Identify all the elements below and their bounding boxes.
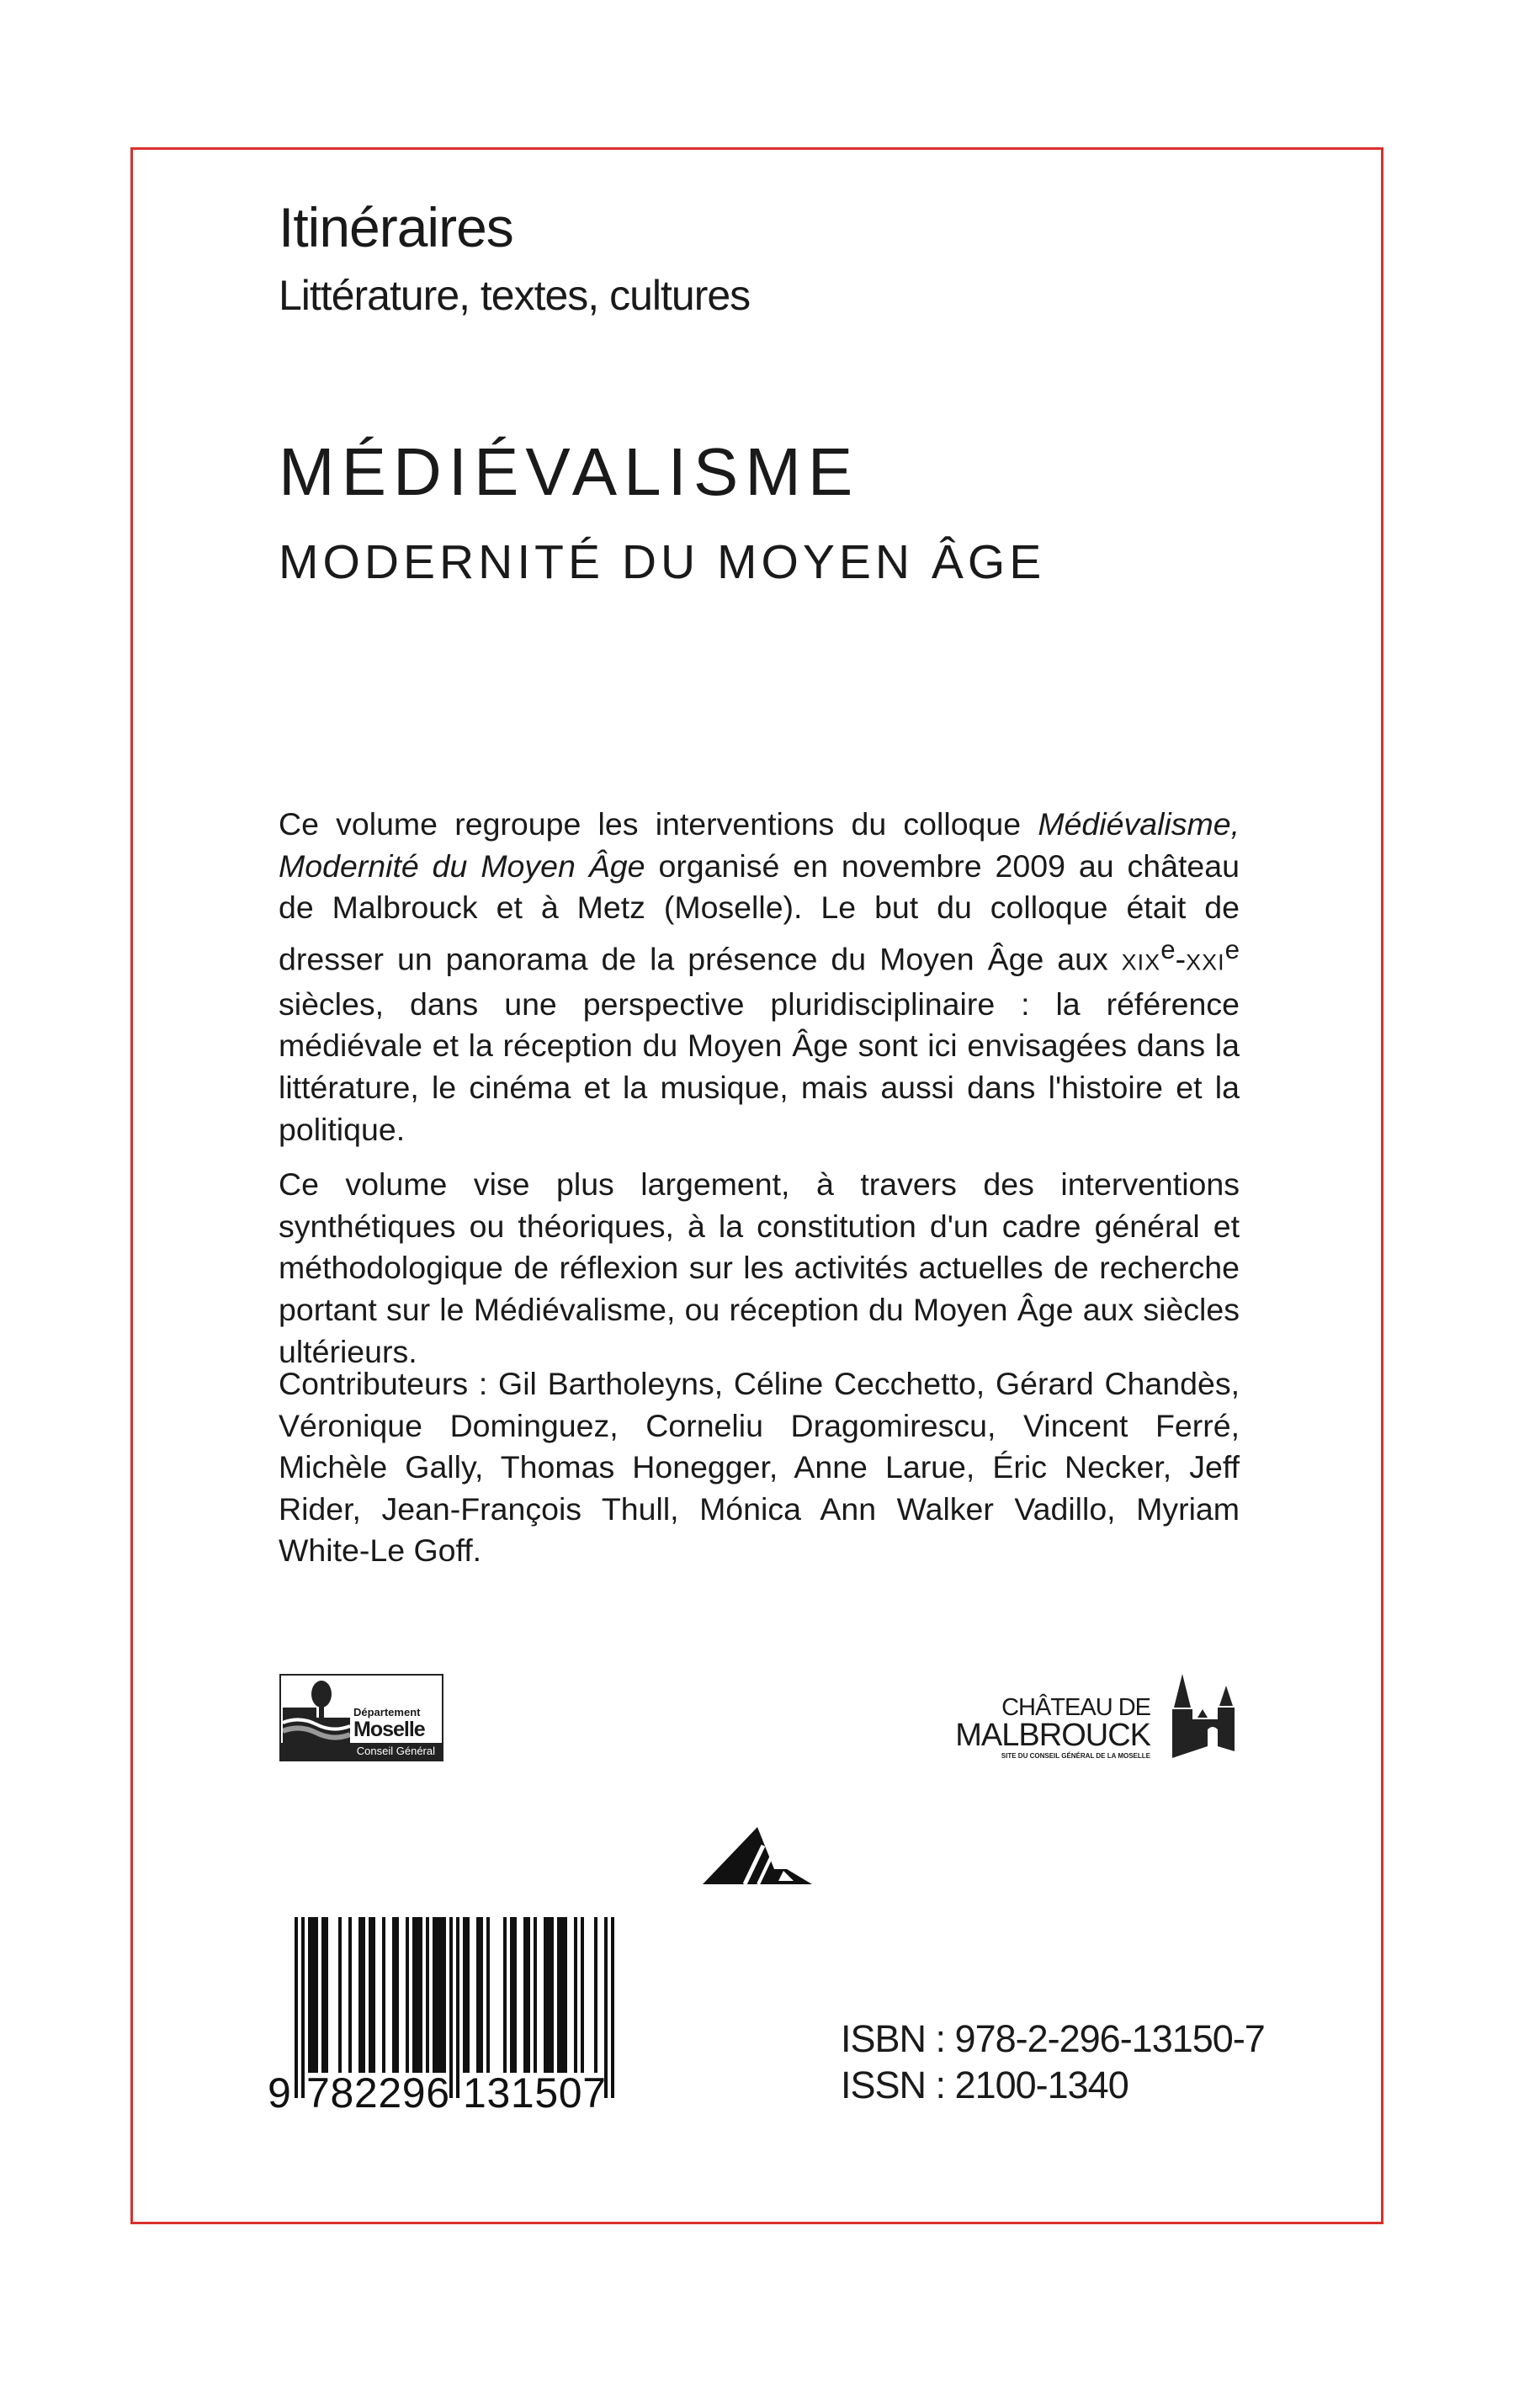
barcode-bar [544,1917,547,2073]
barcode-bar [321,1917,325,2073]
barcode [268,1917,655,2111]
castle-icon [1157,1674,1241,1758]
barcode-bar [419,1917,422,2073]
barcode-bar [412,1917,416,2073]
barcode-bar [426,1917,429,2073]
barcode-bar [443,1917,446,2073]
barcode-bar [574,1917,577,2073]
barcode-bar [510,1917,513,2073]
barcode-bar [301,1917,305,2098]
barcode-bar [564,1917,567,2073]
chateau-malbrouck-logo [955,1674,1241,1760]
text: siècles, dans une perspective pluridisciplinaire : la référence médiévale et la réception du Moyen Âge sont ici envisagées dans la littérature, le cinéma et la musique, mais aussi dans l'histoire et la politique. [279,985,1240,1147]
barcode-digits: 782296 [306,2069,449,2111]
barcode-bar [325,1917,328,2073]
barcode-bar [550,1917,554,2073]
barcode-bar [436,1917,439,2073]
barcode-bar [348,1917,352,2073]
isbn: ISBN : 978-2-296-13150-7 [841,2017,1265,2060]
sup: e [1160,934,1176,964]
barcode-bar [523,1917,527,2073]
series-name: Itinéraires [279,196,513,258]
barcode-bar [503,1917,507,2073]
moselle-line2: Moselle [353,1718,425,1741]
barcode-bar [611,1917,614,2098]
barcode-bar [433,1917,436,2073]
barcode-digits: 9 [268,2069,291,2111]
identifiers [841,2016,1265,2108]
series-subtitle: Littérature, textes, cultures [279,272,751,319]
barcode-bar [362,1917,365,2073]
barcode-bar [338,1917,342,2073]
colloquium-title: Médiévalisme, Modernité du Moyen Âge [279,806,1240,884]
barcode-bar [534,1917,537,2073]
barcode-bar [449,1917,453,2098]
barcode-bar [466,1917,470,2073]
barcode-bar [396,1917,399,2073]
issn: ISSN : 2100-1340 [841,2064,1128,2106]
moselle-line1: Département [353,1706,421,1718]
chateau-line2: MALBROUCK [955,1718,1150,1753]
moselle-line3: Conseil Général [281,1743,442,1760]
barcode-bar [560,1917,564,2073]
barcode-bar [527,1917,530,2073]
moselle-logo [279,1674,443,1761]
barcode-bar [311,1917,315,2073]
barcode-bar [547,1917,550,2073]
barcode-bar [480,1917,483,2073]
barcode-bar [315,1917,318,2073]
barcode-bar [456,1917,459,2098]
barcode-bar [513,1917,517,2073]
chateau-line1: CHÂTEAU DE [1001,1694,1150,1721]
summary-paragraph-2: Ce volume vise plus largement, à travers des interventions synthétiques ou théoriques, à la constitution d'un cadre général et méthodologique de réflexion sur les activités actuelles de recherche portant sur le Médiévalisme, ou réception du Moyen Âge aux siècles ultérieurs. [279,1166,1240,1369]
barcode-bar [557,1917,560,2073]
barcode-bar [463,1917,466,2073]
moselle-landscape-icon [283,1676,350,1745]
century-19: XIX [1121,949,1161,975]
barcode-bar [439,1917,443,2073]
sup: e [1224,934,1240,964]
barcode-bar [308,1917,311,2073]
barcode-bar [486,1917,490,2073]
summary-paragraph-1 [279,804,1240,1150]
dash: - [1175,941,1187,977]
century-21: XXI [1186,949,1225,975]
barcode-bar [392,1917,396,2073]
barcode-bar [581,1917,584,2073]
barcode-bar [406,1917,409,2073]
barcode-bar [369,1917,372,2073]
barcode-bar [476,1917,480,2073]
book-subtitle: MODERNITÉ DU MOYEN ÂGE [279,535,1046,589]
contributors: Contributeurs : Gil Bartholeyns, Céline Cecchetto, Gérard Chandès, Véronique Dominguez, Corneliu Dragomirescu, Vincent Ferré, Michèle Gally, Thomas Honegger, Anne Larue, Éric Necker, Jeff Rider, Jean-François Thull, Mónica Ann Walker Vadillo, Myriam White-Le Goff. [279,1366,1240,1569]
barcode-bar [594,1917,597,2073]
summary [279,804,1240,1386]
text: Ce volume regroupe les interventions du colloque [279,806,1038,842]
book-title: MÉDIÉVALISME [279,434,860,509]
barcode-bar [358,1917,362,2073]
barcode-bar [372,1917,375,2073]
publisher-logo-icon [703,1827,812,1886]
text: organisé en novembre 2009 au château de Malbrouck et à Metz (Moselle). Le but du colloque était de dresser un panorama de la présence du Moyen Âge aux [279,847,1240,977]
barcode-bar [295,1917,298,2098]
barcode-bar [416,1917,419,2073]
barcode-bar [382,1917,385,2073]
barcode-digits: 131507 [463,2069,606,2111]
chateau-line3: SITE DU CONSEIL GÉNÉRAL DE LA MOSELLE [1001,1752,1150,1760]
